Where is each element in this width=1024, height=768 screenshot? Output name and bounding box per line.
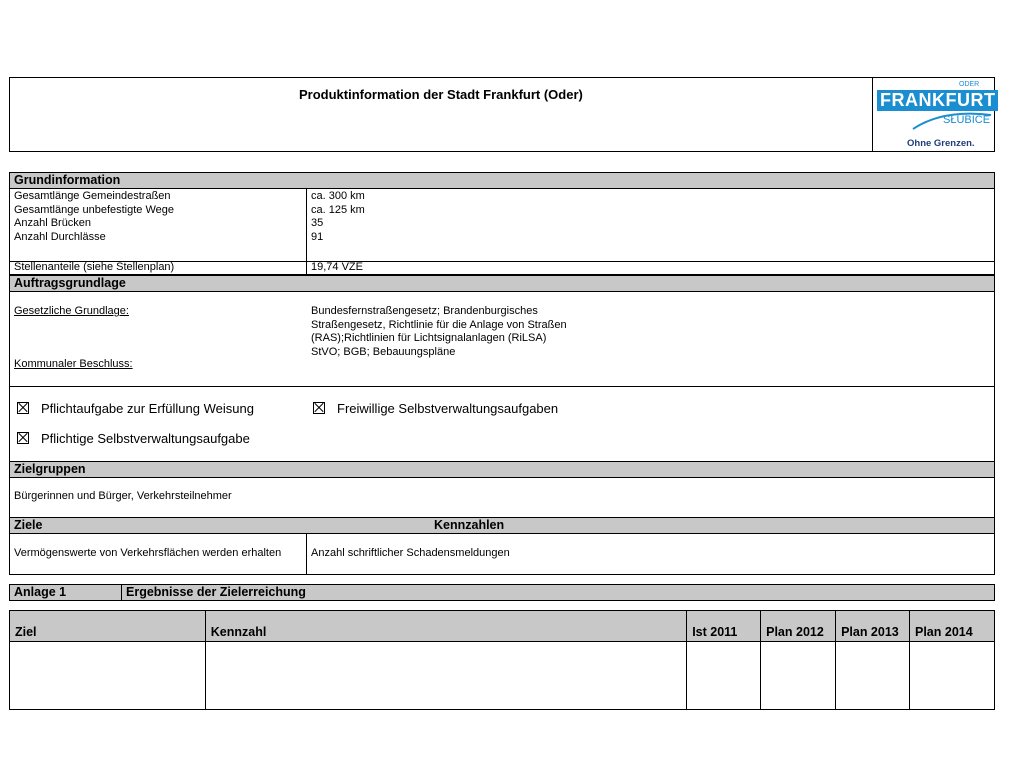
anlage-divider [121, 584, 122, 601]
logo-slubice-text: SŁUBICE [943, 114, 991, 126]
anlage-title: Ergebnisse der Zielerreichung [126, 585, 306, 599]
kennzahl-text: Anzahl schriftlicher Schadensmeldungen [311, 547, 510, 559]
aufgaben-section [9, 386, 995, 462]
table-row [10, 642, 995, 710]
column-header-ist-2011: Ist 2011 [687, 611, 761, 642]
grundinformation-body [9, 188, 995, 275]
table-cell [836, 642, 910, 710]
checkbox-checked-icon[interactable] [17, 402, 29, 414]
logo-oder-text: ODER [959, 81, 980, 88]
column-header-plan-2013: Plan 2013 [836, 611, 910, 642]
stellen-value: 19,74 VZE [311, 261, 363, 273]
logo-slogan-text: Ohne Grenzen. [907, 138, 975, 149]
kennzahlen-title: Kennzahlen [434, 518, 505, 532]
table-cell [10, 642, 206, 710]
zielgruppen-header: Zielgruppen [9, 461, 995, 478]
gesetz-line: StVO; BGB; Bebauungspläne [311, 345, 456, 358]
anlage-header [9, 584, 995, 601]
column-header-plan-2012: Plan 2012 [761, 611, 836, 642]
logo-cell [872, 77, 996, 152]
grund-label: Gesamtlänge unbefestigte Wege [14, 203, 175, 216]
page-title: Produktinformation der Stadt Frankfurt (Oder) [299, 87, 583, 102]
anlage-label: Anlage 1 [14, 585, 67, 599]
checkbox-pflicht-selbst[interactable] [17, 431, 250, 446]
grund-value: ca. 125 km [311, 203, 365, 216]
grund-label: Gesamtlänge Gemeindestraßen [14, 190, 171, 202]
grundinformation-header: Grundinformation [9, 172, 995, 189]
checkbox-checked-icon[interactable] [313, 402, 325, 414]
checkbox-label: Freiwillige Selbstverwaltungsaufgaben [337, 401, 559, 416]
gesetz-text [311, 305, 567, 359]
checkbox-checked-icon[interactable] [17, 432, 29, 444]
column-header-ziel: Ziel [10, 611, 206, 642]
gesetz-label: Gesetzliche Grundlage: [14, 305, 129, 317]
grund-label: Anzahl Brücken [14, 217, 92, 229]
table-cell [761, 642, 836, 710]
ziele-divider [306, 533, 307, 574]
ziel-text: Vermögenswerte von Verkehrsflächen werden erhalten [14, 547, 282, 559]
zielgruppen-text: Bürgerinnen und Bürger, Verkehrsteilnehmer [14, 490, 232, 502]
grund-value: ca. 300 km [311, 190, 365, 202]
auftragsgrundlage-body [9, 291, 995, 387]
ziele-title: Ziele [14, 518, 43, 532]
table-cell [205, 642, 686, 710]
checkbox-freiwillig[interactable] [313, 401, 558, 416]
checkbox-pflicht-weisung[interactable] [17, 401, 254, 416]
column-header-kennzahl: Kennzahl [205, 611, 686, 642]
table-cell [910, 642, 995, 710]
ziele-body [9, 533, 995, 575]
checkbox-label: Pflichtige Selbstverwaltungsaufgabe [41, 431, 250, 446]
grund-value: 35 [311, 217, 324, 229]
table-cell [687, 642, 761, 710]
ziele-header [9, 517, 995, 534]
checkbox-label: Pflichtaufgabe zur Erfüllung Weisung [41, 401, 254, 416]
results-header-row [10, 611, 995, 642]
grund-value: 91 [311, 230, 324, 243]
document-header [9, 77, 995, 152]
grund-label: Anzahl Durchlässe [14, 230, 106, 243]
grund-values [311, 190, 365, 244]
gesetz-line: Straßengesetz, Richtlinie für die Anlage von Straßen [311, 318, 567, 331]
beschluss-label: Kommunaler Beschluss: [14, 358, 133, 370]
stellen-label: Stellenanteile (siehe Stellenplan) [14, 261, 175, 273]
logo-frankfurt-text: FRANKFURT [877, 90, 998, 111]
grund-labels [14, 190, 174, 244]
results-table [9, 610, 995, 710]
gesetz-line: (RAS);Richtlinien für Lichtsignalanlagen (RiLSA) [311, 332, 547, 344]
zielgruppen-body [9, 477, 995, 518]
gesetz-line: Bundesfernstraßengesetz; Brandenburgisches [311, 305, 538, 317]
column-header-plan-2014: Plan 2014 [910, 611, 995, 642]
auftragsgrundlage-header: Auftragsgrundlage [9, 275, 995, 292]
